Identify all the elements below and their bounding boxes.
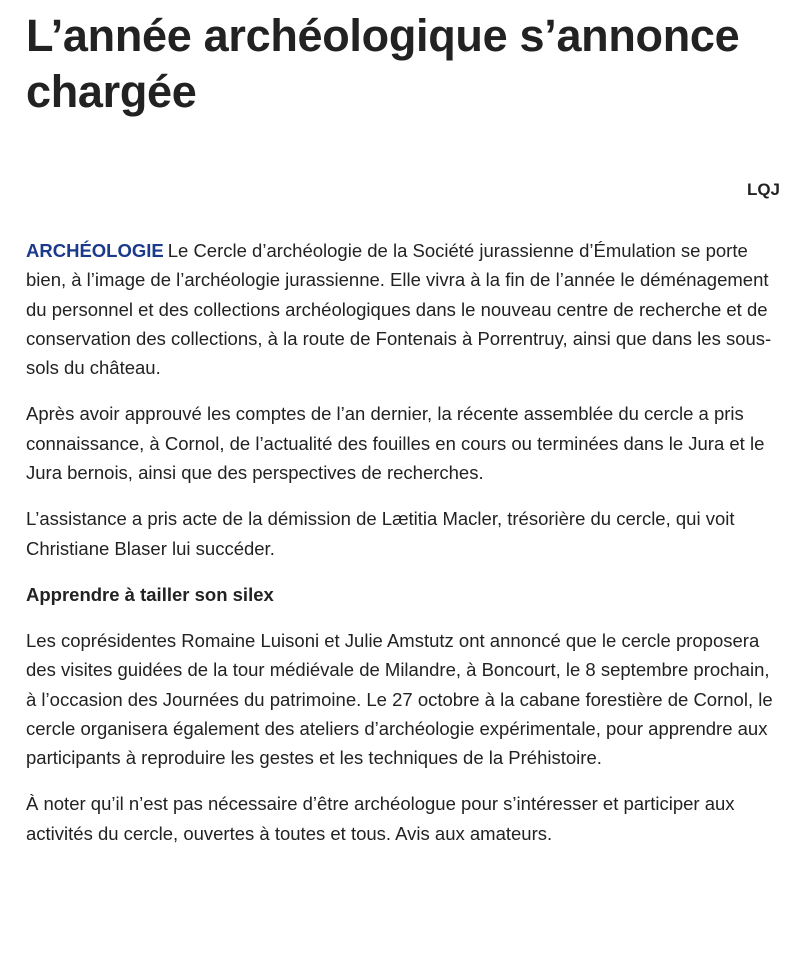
lead-text: Le Cercle d’archéologie de la Société jurassienne d’Émulation se porte bien, à l’image de l’archéologie jurassienne. Elle vivra à la fin de l’année le déménagement du personnel et des collections archéologiques dans le nouveau centre de recherche et de conservation des collections, à la route de Fontenais à Porrentruy, ainsi que dans les sous-sols du château.: [26, 240, 772, 379]
author-byline: LQJ: [746, 180, 780, 199]
paragraph-2: Après avoir approuvé les comptes de l’an dernier, la récente assemblée du cercle a pris connaissance, à Cornol, de l’actualité des fouilles en cours ou terminées dans le Jura et le Jura bernois, ainsi que des perspectives de recherches.: [26, 403, 765, 484]
section-kicker: ARCHÉOLOGIE: [26, 240, 164, 261]
paragraph-4: Les coprésidentes Romaine Luisoni et Julie Amstutz ont annoncé que le cercle proposera des visites guidées de la tour médiévale de Milandre, à Boncourt, le 8 septembre prochain, à l’occasion des Journées du patrimoine. Le 27 octobre à la cabane forestière de Cornol, le cercle organisera également des ateliers d’archéologie expérimentale, pour apprendre aux participants à reproduire les gestes et les techniques de la Préhistoire.: [26, 629, 773, 769]
lead-paragraph: [26, 236, 780, 382]
article-title: L’année archéologique s’annonce chargée: [26, 10, 740, 117]
subheading: Apprendre à tailler son silex: [26, 583, 274, 605]
paragraph-5: À noter qu’il n’est pas nécessaire d’être archéologue pour s’intéresser et participer aux activités du cercle, ouvertes à toutes et tous. Avis aux amateurs.: [26, 793, 735, 844]
paragraph-3: L’assistance a pris acte de la démission de Lætitia Macler, trésorière du cercle, qui voit Christiane Blaser lui succéder.: [26, 508, 735, 559]
